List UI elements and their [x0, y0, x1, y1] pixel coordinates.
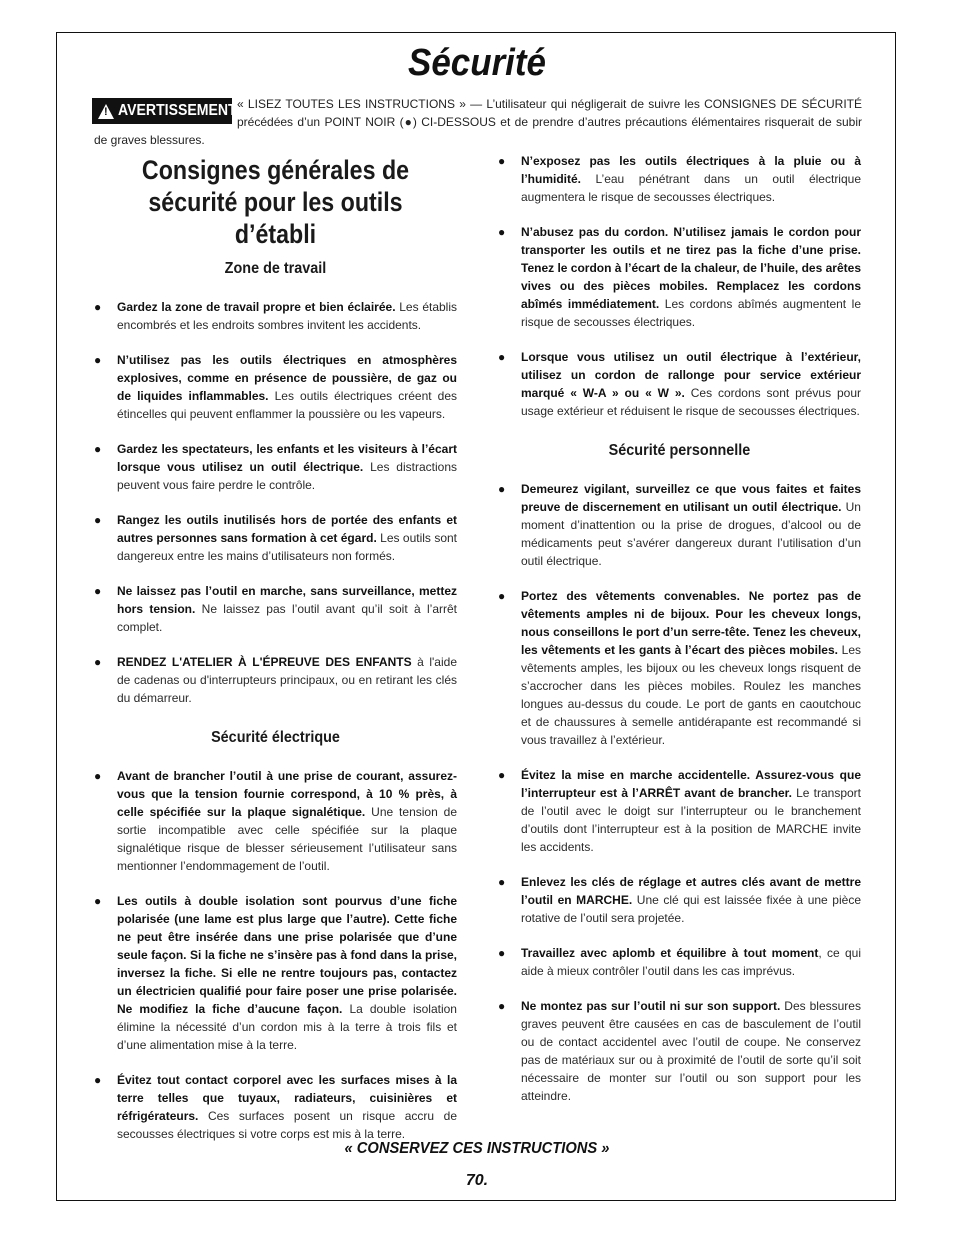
bullet-icon: ●: [94, 353, 102, 367]
item-emphasis: Avant de brancher l’outil à une prise de courant, assurez-vous que la tension fournie correspond, à 10 % près, à celle spécifiée sur la plaque signalétique.: [117, 769, 457, 819]
item-text: Les cordons abîmés augmentent le risque de secousses électriques.: [521, 297, 861, 329]
warning-badge: [92, 98, 237, 124]
safety-item: [498, 873, 861, 927]
item-emphasis: Ne laissez pas l’outil en marche, sans surveillance, mettez hors tension.: [117, 584, 457, 616]
bullet-icon: ●: [498, 768, 506, 782]
safety-item: [94, 1071, 457, 1143]
safety-item: [94, 351, 457, 423]
item-text: Les outils électriques créent des étincelles qui peuvent enflammer la poussière ou les vapeurs.: [117, 389, 457, 421]
item-emphasis: N’abusez pas du cordon. N’utilisez jamais le cordon pour transporter les outils et ne tirez pas la fiche d’une prise. Tenez le cordon à l’écart de la chaleur, de l’huile, des arêtes vives ou des pièces mobiles. Remplacez les cordons abîmés immédiatement.: [521, 225, 861, 311]
bullet-icon: ●: [94, 894, 102, 908]
safety-item: [94, 298, 457, 334]
bullet-icon: ●: [498, 875, 506, 889]
left-sections: [94, 260, 457, 1143]
safety-item: [94, 440, 457, 494]
item-text: Ces cordons sont prévus pour usage extérieur et réduisent le risque de secousses électriques.: [521, 386, 861, 418]
safety-item: [94, 767, 457, 875]
safety-item: [94, 892, 457, 1054]
right-sections: [498, 152, 861, 1105]
item-emphasis: Les outils à double isolation sont pourvus d’une fiche polarisée (une lame est plus large que l’autre). Cette fiche ne peut être insérée dans une prise polarisée que d’une seule façon. Si la fiche ne s’insère pas à fond dans la prise, inversez la fiche. Si elle ne rentre toujours pas, contactez un électricien qualifié pour faire poser une prise polarisée. Ne modifiez la fiche d’aucune façon.: [117, 894, 457, 1016]
item-emphasis: RENDEZ L'ATELIER À L'ÉPREUVE DES ENFANTS: [117, 655, 412, 669]
item-emphasis: Rangez les outils inutilisés hors de portée des enfants et autres personnes sans formation à cet égard.: [117, 513, 457, 545]
page-title: Sécurité: [408, 42, 546, 84]
safety-item: [498, 152, 861, 206]
subsection-heading: Zone de travail: [224, 260, 327, 277]
safety-item: [94, 582, 457, 636]
page-number: 70.: [465, 1172, 489, 1189]
safety-item: [498, 480, 861, 570]
bullet-icon: ●: [498, 225, 506, 239]
item-emphasis: N’exposez pas les outils électriques à la pluie ou à l’humidité.: [521, 154, 861, 186]
bullet-icon: ●: [498, 946, 506, 960]
item-text: Des blessures graves peuvent être causées en cas de basculement de l’outil ou de contact accidentel avec l’outil de coupe. Ne conservez pas de matériaux sur ou à proximité de l’outil de sorte qu’il soit nécessaire de monter sur l’outil ou son support pour les atteindre.: [521, 999, 861, 1103]
warning-label: AVERTISSEMENT: [118, 102, 237, 119]
safety-item: [94, 511, 457, 565]
bullet-icon: ●: [498, 350, 506, 364]
safety-item: [94, 653, 457, 707]
warning-triangle-icon: !: [98, 104, 114, 119]
safety-item: [498, 766, 861, 856]
section-title: Consignes générales de sécurité pour les outils d’établi: [141, 155, 410, 249]
item-text: Les vêtements amples, les bijoux ou les cheveux longs risquent de s’accrocher dans les pièces mobiles. Roulez les manches longues au-dessus du coude. Le port de gants en caoutchouc et de chaussures à semelle antidérapante est recommandé si vous travaillez à l’extérieur.: [521, 643, 861, 747]
bullet-icon: ●: [94, 1073, 102, 1087]
item-text: Ces surfaces posent un risque accru de secousses électriques si votre corps est mis à la terre.: [117, 1109, 457, 1141]
right-column: [498, 152, 861, 1105]
safety-item: [498, 587, 861, 749]
bullet-icon: ●: [498, 589, 506, 603]
item-emphasis: Portez des vêtements convenables. Ne portez pas de vêtements amples ni de bijoux. Pour les cheveux longs, nous conseillons le port d’un serre-tête. Tenez les cheveux, les vêtements et les gants à l’écart des pièces mobiles.: [521, 589, 861, 657]
bullet-icon: ●: [94, 769, 102, 783]
footer-note: « CONSERVEZ CES INSTRUCTIONS »: [344, 1140, 610, 1157]
warning-text: « LISEZ TOUTES LES INSTRUCTIONS » — L’utilisateur qui négligerait de suivre les CONSIGNES DE SÉCURITÉ précédées d’un POINT NOIR (●) CI-DESSOUS et de prendre d’autres précautions élémentaires risquerait de subir de graves blessures.: [94, 97, 862, 147]
item-emphasis: Évitez tout contact corporel avec les surfaces mises à la terre telles que tuyaux, radiateurs, cuisinières et réfrigérateurs.: [117, 1073, 457, 1123]
item-emphasis: Demeurez vigilant, surveillez ce que vous faites et faites preuve de discernement en utilisant un outil électrique.: [521, 482, 861, 514]
bullet-icon: ●: [498, 999, 506, 1013]
item-emphasis: Gardez la zone de travail propre et bien éclairée.: [117, 300, 396, 314]
item-text: Une clé qui est laissée fixée à une pièce rotative de l’outil sera projetée.: [521, 893, 861, 925]
bullet-icon: ●: [94, 300, 102, 314]
bullet-icon: ●: [498, 482, 506, 496]
item-text: Le transport de l’outil avec le doigt sur l’interrupteur ou le branchement d’outils dont l’interrupteur est à la position de MARCHE invite les accidents.: [521, 786, 861, 854]
item-emphasis: Évitez la mise en marche accidentelle. Assurez-vous que l’interrupteur est à l’ARRÊT avant de brancher.: [521, 768, 861, 800]
item-emphasis: N’utilisez pas les outils électriques en atmosphères explosives, comme en présence de poussière, de gaz ou de liquides inflammables.: [117, 353, 457, 403]
bullet-icon: ●: [94, 584, 102, 598]
item-text: Ne laissez pas l’outil avant qu’il soit à l’arrêt complet.: [117, 602, 457, 634]
subsection-heading: Sécurité personnelle: [608, 442, 751, 459]
item-text: Les outils sont dangereux entre les mains d’utilisateurs non formés.: [117, 531, 458, 563]
bullet-icon: ●: [94, 513, 102, 527]
item-text: Un moment d’inattention ou la prise de drogues, d’alcool ou de médicaments peut s’avérer dangereux durant l’utilisation d’un outil électrique.: [521, 500, 861, 568]
item-emphasis: Gardez les spectateurs, les enfants et les visiteurs à l’écart lorsque vous utilisez un outil électrique.: [117, 442, 457, 474]
item-emphasis: Lorsque vous utilisez un outil électrique à l’extérieur, utilisez un cordon de rallonge pour service extérieur marqué « W-A » ou « W ».: [521, 350, 861, 400]
item-text: Une tension de sortie incompatible avec celle spécifiée sur la plaque signalétique risque de blesser sérieusement l’utilisateur sans mentionner l’endommagement de l’outil.: [117, 805, 457, 873]
item-text: à l'aide de cadenas ou d'interrupteurs principaux, ou en retirant les clés du démarreur.: [117, 655, 457, 705]
item-text: , ce qui aide à mieux contrôler l’outil dans les cas imprévus.: [521, 946, 861, 978]
left-column: [94, 150, 457, 1143]
item-text: Les distractions peuvent vous faire perdre le contrôle.: [117, 460, 457, 492]
safety-item: [498, 944, 861, 980]
safety-item: [498, 223, 861, 331]
bullet-icon: ●: [94, 655, 102, 669]
bullet-icon: ●: [94, 442, 102, 456]
safety-item: [498, 348, 861, 420]
item-emphasis: Enlevez les clés de réglage et autres clés avant de mettre l’outil en MARCHE.: [521, 875, 861, 907]
item-emphasis: Travaillez avec aplomb et équilibre à tout moment: [521, 946, 819, 960]
item-text: La double isolation élimine la nécessité d’un cordon mis à la terre à trois fils et d’une alimentation mise à la terre.: [117, 1002, 457, 1052]
item-text: Les établis encombrés et les endroits sombres invitent les accidents.: [117, 300, 458, 332]
item-text: L’eau pénétrant dans un outil électrique augmentera le risque de secousses électriques.: [521, 172, 861, 204]
item-emphasis: Ne montez pas sur l’outil ni sur son support.: [521, 999, 781, 1013]
bullet-icon: ●: [498, 154, 506, 168]
safety-item: [498, 997, 861, 1105]
subsection-heading: Sécurité électrique: [211, 729, 340, 746]
